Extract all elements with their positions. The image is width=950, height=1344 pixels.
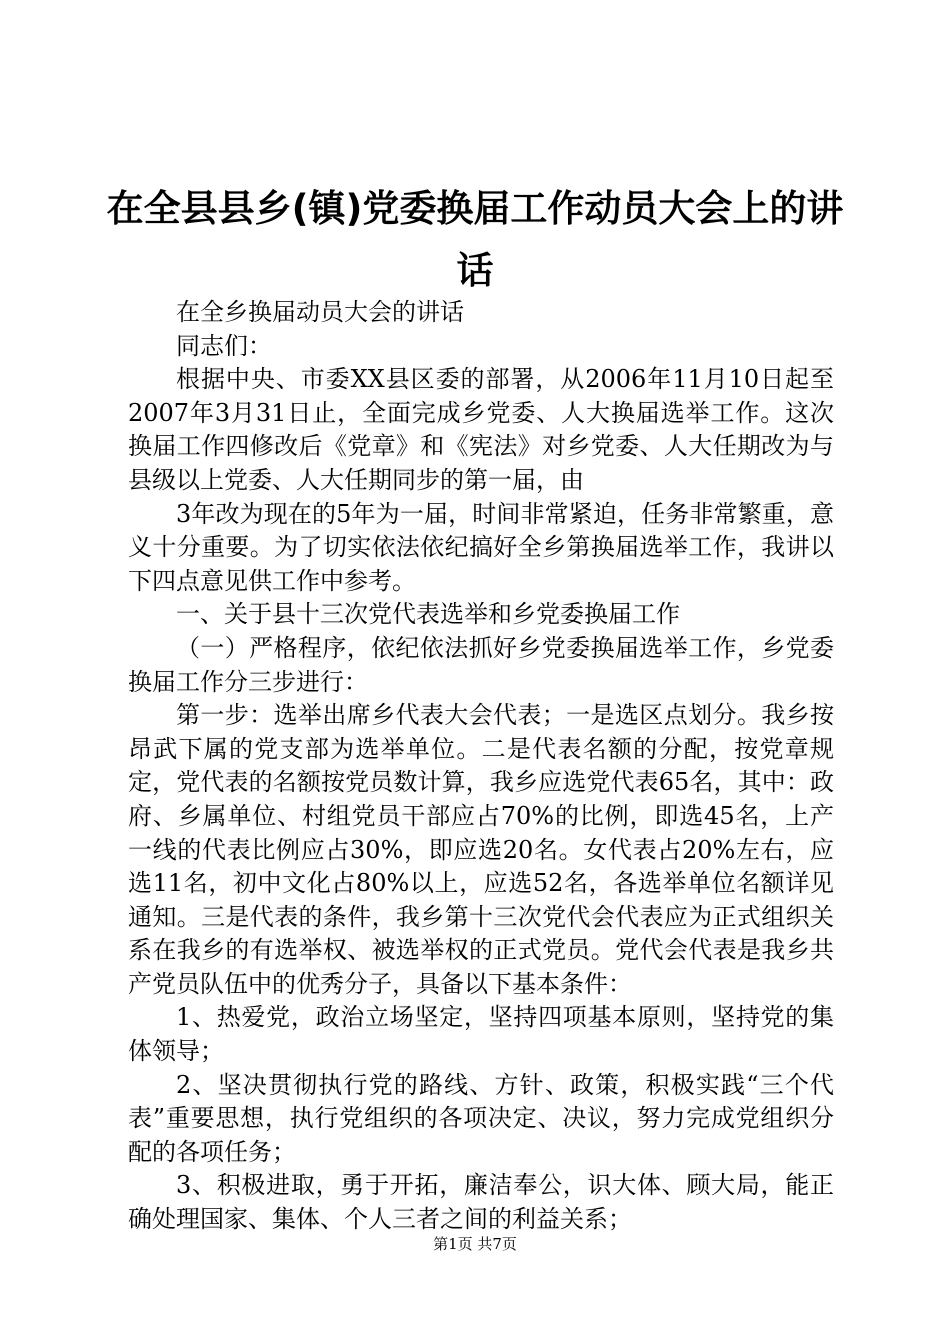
list-item: 3、积极进取，勇于开拓，廉洁奉公，识大体、顾大局，能正确处理国家、集体、个人三者之间的利益关系； bbox=[128, 1171, 834, 1234]
paragraph: 3年改为现在的5年为一届，时间非常紧迫，任务非常繁重，意义十分重要。为了切实依法依纪搞好全乡第换届选举工作，我讲以下四点意见供工作中参考。 bbox=[128, 499, 834, 595]
document-title-line-2: 话 bbox=[456, 249, 494, 292]
document-body bbox=[128, 296, 834, 1237]
document-title-line-1: 在全县县乡(镇)党委换届工作动员大会上的讲 bbox=[106, 187, 844, 230]
paragraph-salutation: 同志们： bbox=[176, 331, 272, 360]
subsection-heading: （一）严格程序，依纪依法抓好乡党委换届选举工作，乡党委换届工作分三步进行： bbox=[128, 633, 834, 696]
list-item: 1、热爱党，政治立场坚定，坚持四项基本原则，坚持党的集体领导； bbox=[128, 1003, 834, 1066]
paragraph-subtitle: 在全乡换届动员大会的讲话 bbox=[176, 298, 464, 326]
document-title bbox=[0, 178, 950, 302]
section-heading: 一、关于县十三次党代表选举和乡党委换届工作 bbox=[176, 600, 680, 629]
paragraph: 根据中央、市委XX县区委的部署，从2006年11月10日起至2007年3月31日止，全面完成乡党委、人大换届选举工作。这次换届工作四修改后《党章》和《宪法》对乡党委、人大任期改为与县级以上党委、人大任期同步的第一届，由 bbox=[128, 365, 834, 494]
page-number: 第1页 共7页 bbox=[433, 1235, 517, 1253]
page-footer bbox=[0, 1234, 950, 1254]
list-item: 2、坚决贯彻执行党的路线、方针、政策，积极实践“三个代表”重要思想，执行党组织的各项决定、决议，努力完成党组织分配的各项任务； bbox=[128, 1070, 834, 1166]
paragraph: 第一步：选举出席乡代表大会代表；一是选区点划分。我乡按昂武下属的党支部为选举单位。二是代表名额的分配，按党章规定，党代表的名额按党员数计算，我乡应选党代表65名，其中：政府、乡属单位、村组党员干部应占70%的比例，即选45名，上产一线的代表比例应占30%，即应选20名。女代表占20%左右，应选11名，初中文化占80%以上，应选52名，各选举单位名额详见通知。三是代表的条件，我乡第十三次党代会代表应为正式组织关系在我乡的有选举权、被选举权的正式党员。党代会代表是我乡共产党员队伍中的优秀分子，具备以下基本条件： bbox=[128, 701, 834, 998]
